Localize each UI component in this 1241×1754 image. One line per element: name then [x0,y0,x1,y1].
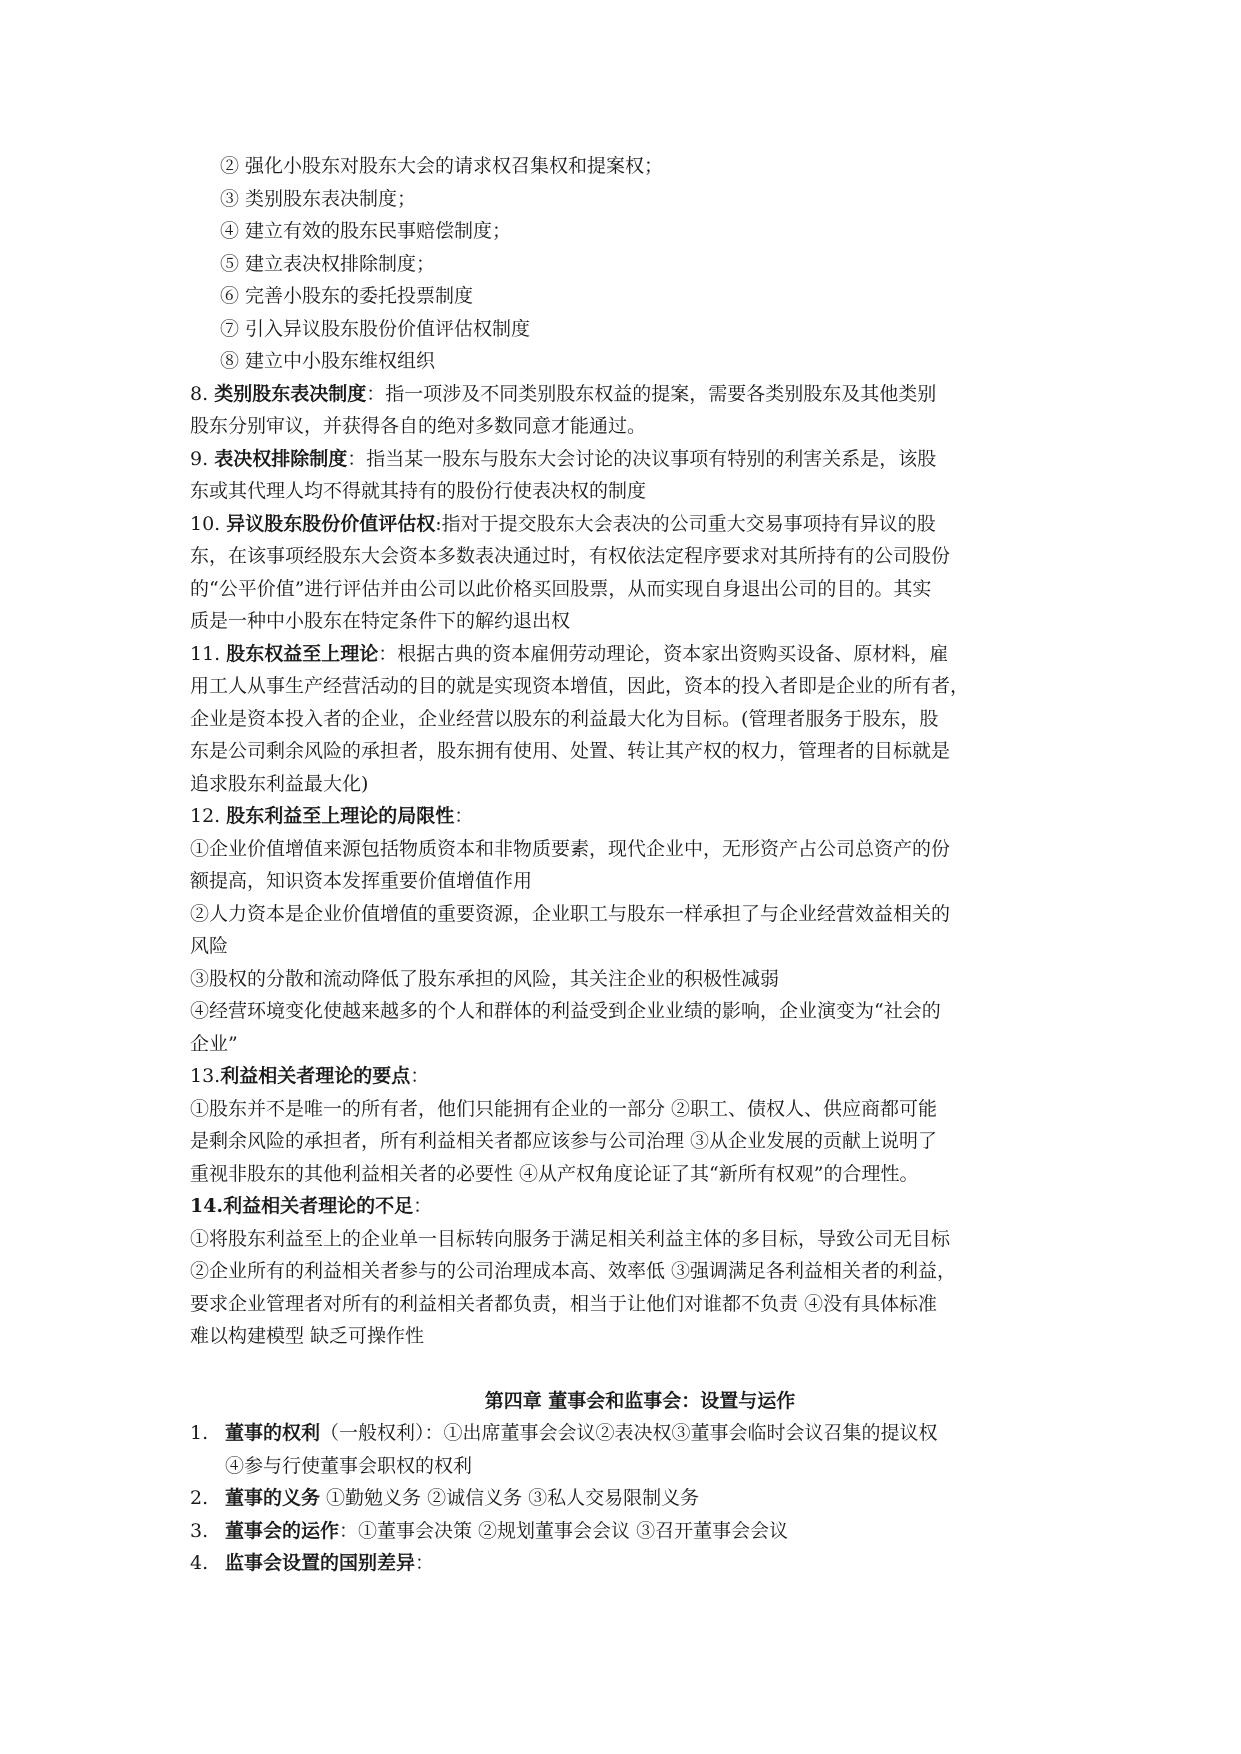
list-item: ⑦ 引入异议股东股份价值评估权制度 [220,317,531,340]
item-term: 利益相关者理论的要点 [220,1065,411,1087]
item-14 [190,1190,1070,1353]
item-text: 风险 [190,935,229,957]
item-text: ： [415,1552,435,1574]
item-text: ①勤勉义务 ②诚信义务 ③私人交易限制义务 [320,1487,700,1509]
list-item: ⑧ 建立中小股东维权组织 [220,350,436,372]
item-text: 质是一种中小股东在特定条件下的解约退出权 [190,610,571,632]
item-text: ②人力资本是企业价值增值的重要资源，企业职工与股东一样承担了与企业经营效益相关的 [190,902,951,925]
item-text: 用工人从事生产经营活动的目的就是实现资本增值，因此，资本的投入者即是企业的所有者， [190,675,970,697]
item-term: 异议股东股份价值评估权 [226,512,436,535]
item-text: 企业” [190,1032,238,1055]
document-page [190,150,1070,1580]
item-text: 股东分别审议，并获得各自的绝对多数同意才能通过。 [190,415,647,437]
item-term: 类别股东表决制度 [214,382,367,405]
item-text: ③股权的分散和流动降低了股东承担的风险，其关注企业的积极性减弱 [190,967,780,990]
item-text: ：指一项涉及不同类别股东权益的提案，需要各类别股东及其他类别 [366,382,937,405]
item-text: 东或其代理人均不得就其持有的股份行使表决权的制度 [190,480,647,502]
item-text: ①股东并不是唯一的所有者，他们只能拥有企业的一部分 ②职工、债权人、供应商都可能 [190,1097,938,1120]
item-text: 追求股东利益最大化) [190,772,369,795]
item-number: 1. [190,1422,209,1444]
item-number: 12. [190,805,221,827]
item-text: 是剩余风险的承担者，所有利益相关者都应该参与公司治理 ③从企业发展的贡献上说明了 [190,1130,938,1152]
item-10 [190,508,1070,638]
item-text: ：指当某一股东与股东大会讨论的决议事项有特别的利害关系是，该股 [347,447,937,470]
item-text: （一般权利）：①出席董事会会议②表决权③董事会临时会议召集的提议权 [320,1422,938,1444]
item-number: 8. [190,382,209,405]
item-text: ④经营环境变化使越来越多的个人和群体的利益受到企业业绩的影响，企业演变为“社会的 [190,1000,941,1022]
section-spacer [190,1353,1070,1385]
item-number: 3. [190,1519,209,1542]
item-number: 14. [190,1195,224,1217]
item-text: :指对于提交股东大会表决的公司重大交易事项持有异议的股 [435,512,936,535]
shareholder-protection-list [190,150,1070,378]
item-text: 重视非股东的其他利益相关者的必要性 ④从产权角度论证了其“新所有权观”的合理性。 [190,1162,919,1185]
item-9 [190,443,1070,508]
chapter-heading: 第四章 董事会和监事会：设置与运作 [484,1389,796,1412]
item-term: 股东利益至上理论的局限性 [226,805,455,827]
item-text: 要求企业管理者对所有的利益相关者都负责，相当于让他们对谁都不负责 ④没有具体标准 [190,1292,938,1315]
item-text: ①将股东利益至上的企业单一目标转向服务于满足相关利益主体的多目标，导致公司无目标 [190,1227,951,1250]
item-term: 监事会设置的国别差异 [225,1552,416,1574]
item-text: ：①董事会决策 ②规划董事会会议 ③召开董事会会议 [339,1519,789,1542]
list-item: ⑤ 建立表决权排除制度； [220,252,436,275]
list-item: ② 强化小股东对股东大会的请求权召集权和提案权； [220,155,664,177]
item-text: ： [454,805,474,827]
item-term: 董事的义务 [225,1487,321,1509]
item-term: 股东权益至上理论 [226,642,379,665]
item-11 [190,638,1070,801]
item-text: 的“公平价值”进行评估并由公司以此价格买回股票，从而实现自身退出公司的目的。其实 [190,577,932,600]
item-number: 11. [190,642,221,665]
item-number: 9. [190,447,209,470]
item-8 [190,378,1070,443]
item-number: 4. [190,1552,209,1574]
item-term: 董事会的运作 [225,1519,340,1542]
list-item: ⑥ 完善小股东的委托投票制度 [220,285,474,307]
item-number: 2. [190,1487,209,1509]
item-text: 企业是资本投入者的企业，企业经营以股东的利益最大化为目标。(管理者服务于股东，股 [190,707,939,730]
item-text: ④参与行使董事会职权的权利 [225,1454,473,1477]
item-text: ： [410,1065,430,1087]
item-text: 额提高，知识资本发挥重要价值增值作用 [190,870,533,892]
item-number: 13. [190,1065,221,1087]
item-12 [190,800,1070,1060]
item-13 [190,1060,1070,1190]
item-text: ②企业所有的利益相关者参与的公司治理成本高、效率低 ③强调满足各利益相关者的利益， [190,1260,957,1282]
list-item: ④ 建立有效的股东民事赔偿制度； [220,220,512,242]
item-term: 董事的权利 [225,1422,321,1444]
item-text: ： [413,1195,433,1217]
list-item: ③ 类别股东表决制度； [220,187,417,210]
item-text: 东是公司剩余风险的承担者，股东拥有使用、处置、转让其产权的权力，管理者的目标就是 [190,740,951,762]
item-text: 东，在该事项经股东大会资本多数表决通过时，有权依法定程序要求对其所持有的公司股份 [190,545,951,567]
chapter-4-list [190,1417,1070,1580]
item-term: 表决权排除制度 [214,447,348,470]
item-text: ①企业价值增值来源包括物质资本和非物质要素，现代企业中，无形资产占公司总资产的份 [190,837,951,860]
item-text: 难以构建模型 缺乏可操作性 [190,1325,425,1347]
item-term: 利益相关者理论的不足 [223,1195,414,1217]
item-text: ：根据古典的资本雇佣劳动理论，资本家出资购买设备、原材料，雇 [378,642,949,665]
item-number: 10. [190,512,221,535]
